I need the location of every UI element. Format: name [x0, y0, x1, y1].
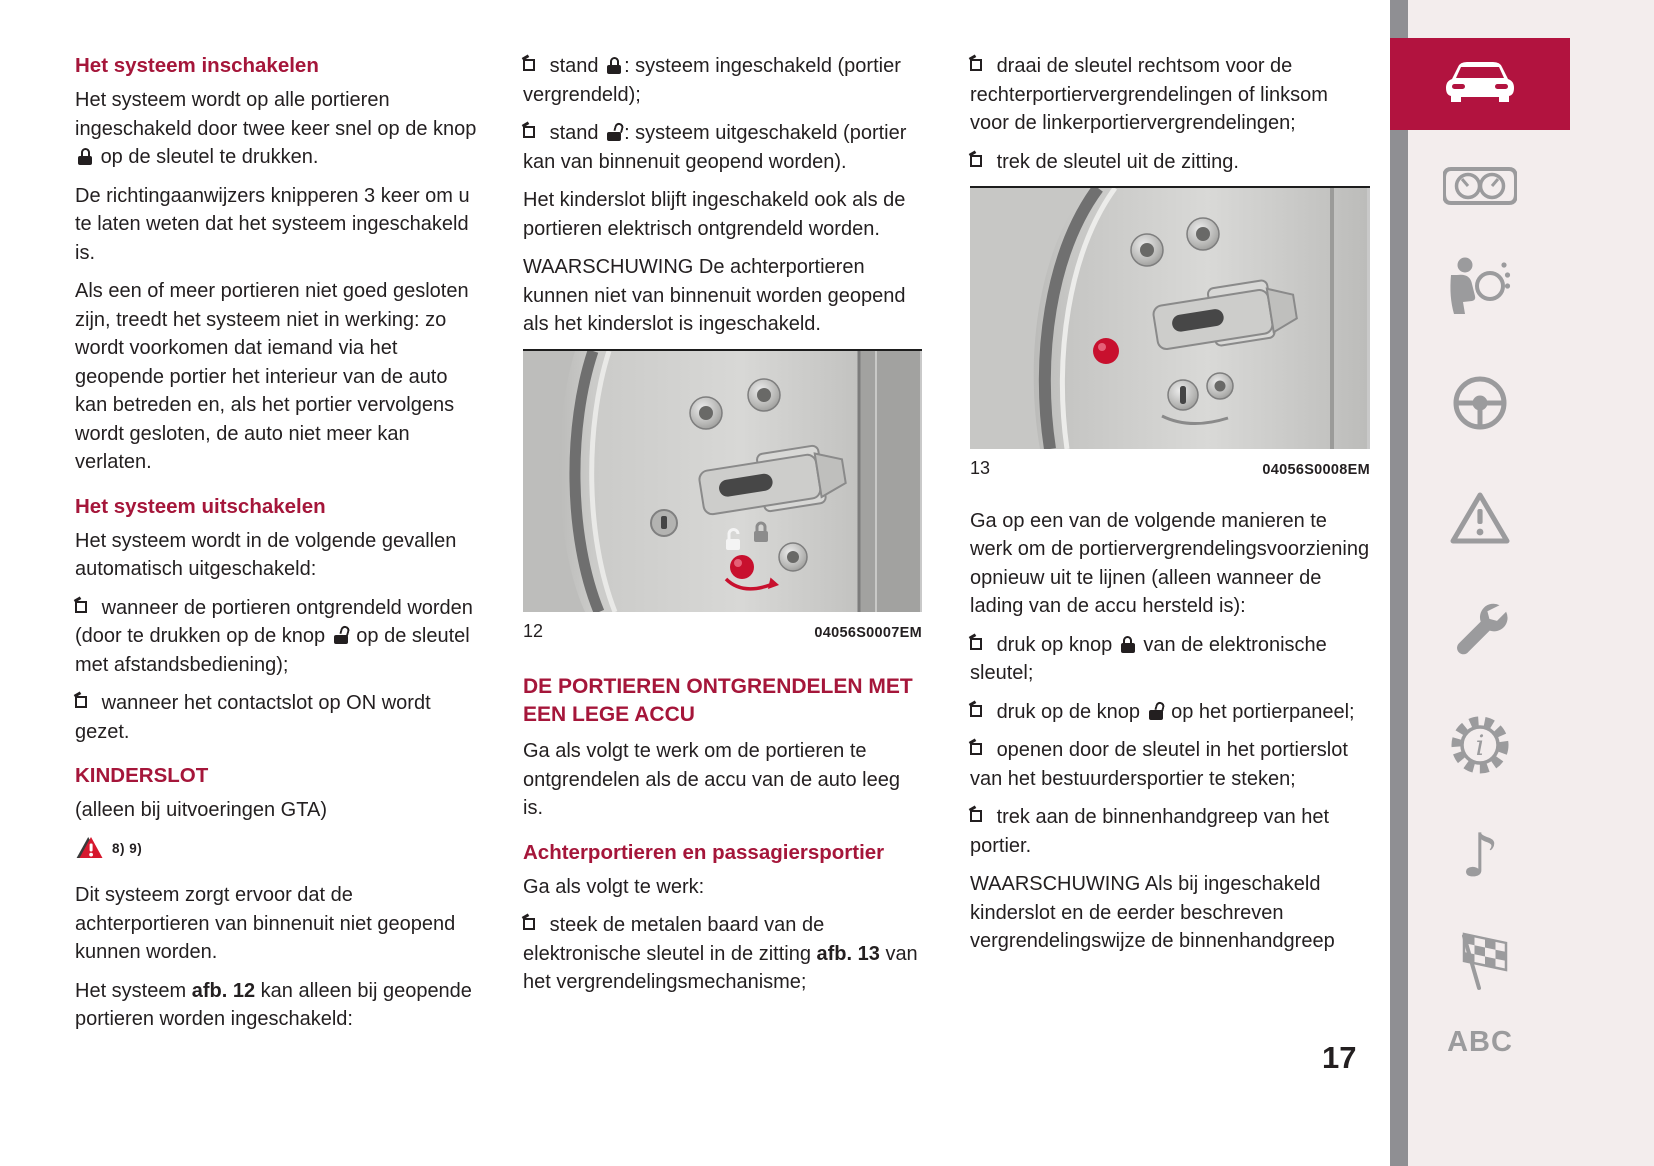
square-bullet-icon	[970, 810, 982, 822]
text-segment: druk op de knop	[996, 700, 1140, 723]
lock-open-icon	[607, 124, 621, 141]
text-segment: op de sleutel met afstandsbediening);	[75, 625, 470, 676]
race-flag-icon	[1448, 930, 1512, 997]
tab-warning	[1390, 490, 1570, 551]
text-segment: openen door de sleutel in het portierslot van het bestuurdersportier te steken;	[970, 739, 1348, 790]
square-bullet-icon	[523, 918, 535, 930]
steering-wheel-icon	[1451, 374, 1509, 437]
text-segment: : systeem uitgeschakeld (portier kan van binnenuit geopend worden).	[523, 122, 907, 173]
text-segment: van het vergrendelingsmechanisme;	[523, 942, 918, 993]
square-bullet-icon	[75, 601, 87, 613]
square-bullet-icon	[970, 155, 982, 167]
paragraph: WAARSCHUWING Als bij ingeschakeld kinderslot en de eerder beschreven vergrendelingswijze de binnenhandgreep	[970, 873, 1335, 952]
tab-technical-info	[1390, 714, 1570, 781]
paragraph	[75, 86, 483, 172]
lock-closed-icon	[78, 148, 92, 165]
note-references: 8) 9)	[112, 840, 143, 856]
figure-code: 04056S0007EM	[814, 624, 922, 641]
heading-systeem-inschakelen: Het systeem inschakelen	[75, 54, 319, 77]
tab-maintenance	[1390, 598, 1570, 663]
tab-index-abc	[1390, 1026, 1570, 1059]
paragraph: (alleen bij uitvoeringen GTA)	[75, 799, 327, 821]
tab-airbag	[1390, 255, 1570, 320]
lock-open-icon	[334, 627, 348, 644]
text-segment: trek de sleutel uit de zitting.	[996, 150, 1239, 173]
paragraph: De richtingaanwijzers knipperen 3 keer om u te laten weten dat het systeem ingeschakeld is.	[75, 184, 470, 264]
text-segment: stand	[549, 55, 599, 77]
bullet-item	[523, 52, 922, 109]
gear-info-icon	[1449, 714, 1511, 781]
paragraph: Het systeem wordt in de volgende gevallen automatisch uitgeschakeld:	[75, 529, 457, 580]
paragraph: Ga als volgt te werk:	[523, 875, 705, 898]
heading-portieren-ontgrendelen: DE PORTIEREN ONTGRENDELEN MET EEN LEGE ACCU	[523, 675, 913, 726]
text-segment: steek de metalen baard van de elektronische sleutel in de zitting	[523, 914, 825, 965]
figure-caption	[970, 454, 1370, 485]
bullet-item	[970, 803, 1370, 860]
square-bullet-icon	[970, 705, 982, 717]
abc-index-label: ABC	[1447, 1026, 1513, 1058]
tab-car-front-active	[1390, 38, 1570, 130]
text-segment: van de elektronische sleutel;	[970, 633, 1327, 684]
text-segment: wanneer het contactslot op ON wordt gezet.	[75, 692, 431, 743]
figure-code: 04056S0008EM	[1262, 462, 1370, 478]
column-2	[523, 52, 922, 1007]
figure-caption	[523, 617, 922, 648]
tab-performance	[1390, 930, 1570, 997]
column-3	[970, 52, 1370, 966]
lock-closed-icon	[607, 57, 621, 74]
column-1	[75, 52, 483, 1044]
tab-instrument-cluster	[1390, 163, 1570, 214]
heading-achterportieren: Achterportieren en passagiersportier	[523, 840, 885, 864]
text-segment: Het systeem	[75, 979, 187, 1002]
page-number: 17	[1322, 1040, 1357, 1075]
text-segment: trek aan de binnenhandgreep van het portier.	[970, 806, 1330, 857]
car-front-icon	[1439, 58, 1521, 111]
warning-triangle-outline-icon	[1449, 490, 1511, 551]
figure-13	[970, 186, 1370, 485]
bullet-item	[75, 689, 483, 746]
svg-text:i: i	[1475, 729, 1485, 762]
tab-multimedia	[1390, 821, 1570, 891]
bullet-item	[523, 911, 922, 997]
text-segment: wanneer de portieren ontgrendeld worden (door te drukken op de knop	[75, 596, 473, 647]
paragraph: WAARSCHUWING De achterportieren kunnen niet van binnenuit worden geopend als het kinderslot is ingeschakeld.	[523, 256, 906, 335]
paragraph: Ga als volgt te werk om de portieren te ontgrendelen als de accu van de auto leeg is.	[523, 740, 900, 819]
figure-reference: afb. 13	[816, 942, 880, 965]
tab-steering	[1390, 374, 1570, 437]
square-bullet-icon	[970, 59, 982, 71]
text-segment: Het systeem wordt op alle portieren ingeschakeld door twee keer snel op de knop	[75, 89, 477, 140]
chapter-tab-sidebar	[1390, 0, 1654, 1166]
paragraph: Ga op een van de volgende manieren te werk om de portiervergrendelingsvoorziening opnieuw uit te lijnen (alleen wanneer de lading van de accu hersteld is):	[970, 509, 1370, 617]
door-lockcylinder-photo	[970, 186, 1370, 449]
bullet-item	[970, 736, 1370, 793]
music-note-icon: ♪	[1460, 821, 1500, 891]
text-segment: stand	[549, 122, 599, 144]
lock-closed-icon	[1121, 636, 1135, 653]
figure-number: 12	[523, 620, 544, 641]
heading-kinderslot: KINDERSLOT	[75, 764, 209, 787]
bullet-item	[75, 594, 483, 680]
bullet-item	[970, 148, 1370, 177]
bullet-item	[970, 631, 1370, 688]
paragraph	[75, 977, 483, 1034]
figure-number: 13	[970, 458, 991, 478]
lock-open-icon	[1149, 703, 1163, 720]
square-bullet-icon	[970, 638, 982, 650]
text-segment: kan alleen bij geopende portieren worden ingeschakeld:	[75, 979, 472, 1030]
figure-reference: afb. 12	[191, 979, 256, 1002]
paragraph: Als een of meer portieren niet goed gesloten zijn, treedt het systeem niet in werking: zo wordt voorkomen dat iemand via het geopende portier het interieur van de auto kan betreden en, als het portier vervolgens wordt gesloten, de auto niet meer kan verlaten.	[75, 280, 469, 473]
text-segment: draai de sleutel rechtsom voor de rechterportiervergrendelingen of linksom voor de linkerportiervergrendelingen;	[970, 55, 1328, 134]
bullet-item	[970, 698, 1370, 727]
square-bullet-icon	[523, 59, 535, 71]
door-childlock-photo	[523, 349, 922, 612]
wrench-icon	[1450, 598, 1510, 663]
warning-triangle-icon	[75, 835, 105, 870]
airbag-icon	[1449, 255, 1511, 320]
text-segment: op het portierpaneel;	[1171, 700, 1355, 723]
square-bullet-icon	[970, 743, 982, 755]
warning-note-row	[75, 835, 483, 870]
text-segment: druk op knop	[996, 633, 1113, 656]
heading-systeem-uitschakelen: Het systeem uitschakelen	[75, 494, 326, 518]
bullet-item	[523, 119, 922, 176]
square-bullet-icon	[75, 696, 87, 708]
paragraph: Dit systeem zorgt ervoor dat de achterportieren van binnenuit niet geopend kunnen worden.	[75, 884, 456, 963]
bullet-item	[970, 52, 1370, 138]
instrument-cluster-icon	[1443, 163, 1517, 214]
text-segment: op de sleutel te drukken.	[100, 146, 319, 168]
square-bullet-icon	[523, 126, 535, 138]
figure-12	[523, 349, 922, 648]
paragraph: Het kinderslot blijft ingeschakeld ook als de portieren elektrisch ontgrendeld worden.	[523, 189, 906, 240]
text-segment: : systeem ingeschakeld (portier vergrendeld);	[523, 55, 901, 106]
